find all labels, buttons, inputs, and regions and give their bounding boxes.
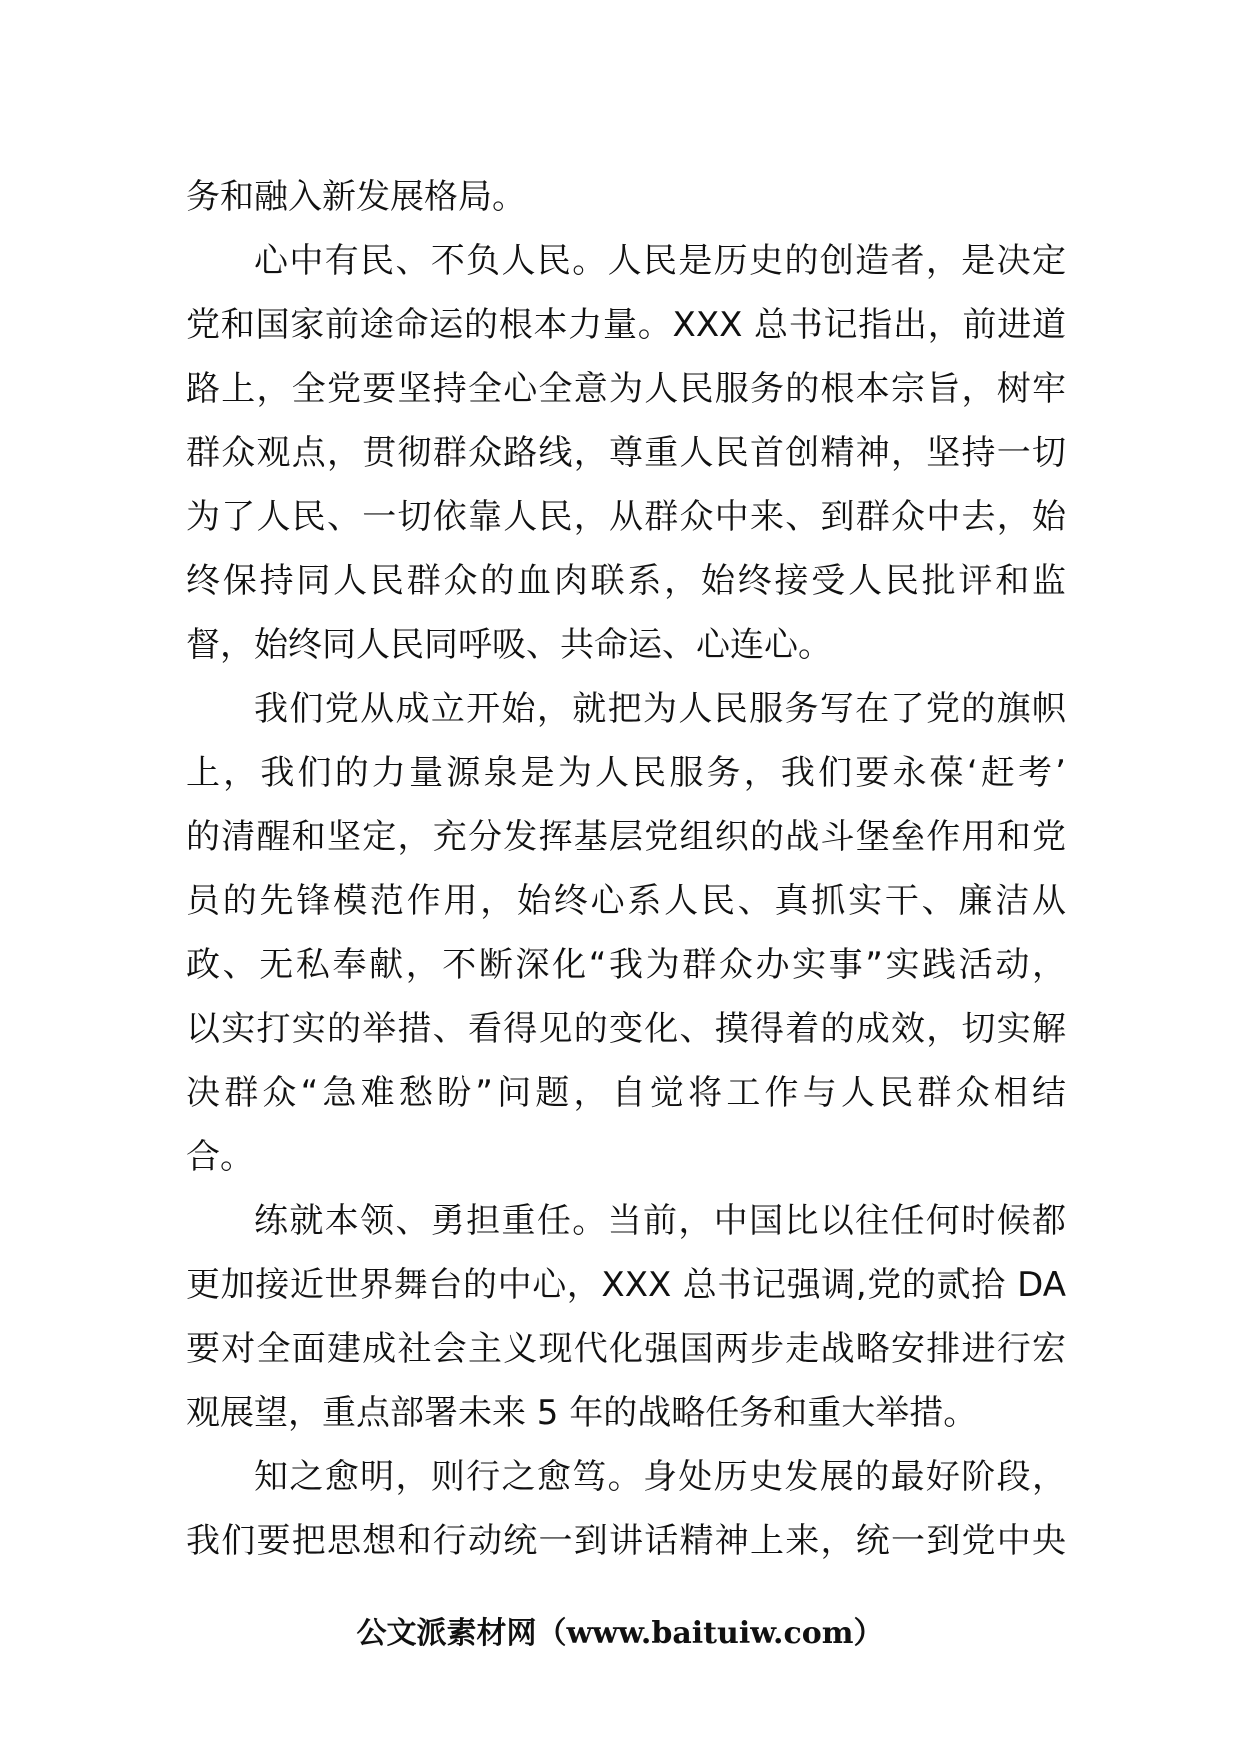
text-line: 观展望，重点部署未来 5 年的战略任务和重大举措。 (186, 1393, 978, 1433)
text-line: 员的先锋模范作用，始终心系人民、真抓实干、廉洁从 (186, 881, 1066, 921)
text-line: 上，我们的力量源泉是为人民服务，我们要永葆‘赶考’ (186, 753, 1066, 793)
text-line: 以实打实的举措、看得见的变化、摸得着的成效，切实解 (186, 1009, 1066, 1049)
footer-watermark: 公文派素材网（www.baituiw.com） (356, 1616, 884, 1651)
paragraph-first-line: 心中有民、不负人民。人民是历史的创造者，是决定 (254, 241, 1066, 281)
text-line: 的清醒和坚定，充分发挥基层党组织的战斗堡垒作用和党 (186, 817, 1066, 857)
text-line: 政、无私奉献，不断深化“我为群众办实事”实践活动， (186, 945, 1066, 985)
paragraph-first-line: 知之愈明，则行之愈笃。身处历史发展的最好阶段， (254, 1457, 1066, 1497)
text-line: 党和国家前途命运的根本力量。XXX 总书记指出，前进道 (186, 305, 1066, 345)
text-line: 我们要把思想和行动统一到讲话精神上来，统一到党中央 (186, 1521, 1066, 1561)
text-line: 决群众“急难愁盼”问题，自觉将工作与人民群众相结 (186, 1073, 1066, 1113)
text-line: 务和融入新发展格局。 (186, 177, 526, 217)
text-line: 为了人民、一切依靠人民，从群众中来、到群众中去，始 (186, 497, 1066, 537)
paragraph-first-line: 我们党从成立开始，就把为人民服务写在了党的旗帜 (254, 689, 1066, 729)
document-body (186, 165, 1066, 1573)
text-line: 合。 (186, 1137, 254, 1177)
text-line: 督，始终同人民同呼吸、共命运、心连心。 (186, 625, 832, 665)
text-line: 终保持同人民群众的血肉联系，始终接受人民批评和监 (186, 561, 1066, 601)
text-line: 更加接近世界舞台的中心，XXX 总书记强调,党的贰拾 DA (186, 1265, 1066, 1305)
text-line: 要对全面建成社会主义现代化强国两步走战略安排进行宏 (186, 1329, 1066, 1369)
text-line: 路上，全党要坚持全心全意为人民服务的根本宗旨，树牢 (186, 369, 1066, 409)
text-line: 群众观点，贯彻群众路线，尊重人民首创精神，坚持一切 (186, 433, 1066, 473)
paragraph-first-line: 练就本领、勇担重任。当前，中国比以往任何时候都 (254, 1201, 1066, 1241)
